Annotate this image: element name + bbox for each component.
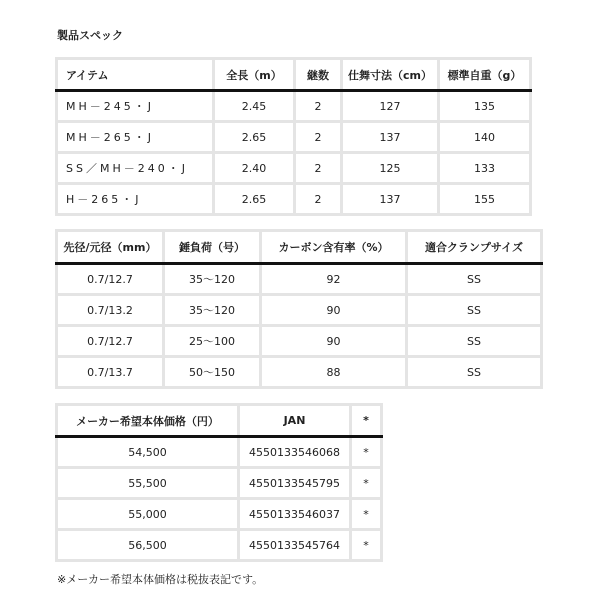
cell-sections: 2 [295, 122, 342, 153]
cell-closed-length: 127 [342, 91, 439, 122]
header-price: メーカー希望本体価格（円） [57, 405, 239, 437]
cell-length: 2.40 [214, 153, 295, 184]
cell-carbon: 88 [261, 357, 407, 388]
price-note: ※メーカー希望本体価格は税抜表記です。 [57, 573, 264, 586]
cell-price: 55,500 [57, 468, 239, 499]
cell-item: H－265・J [57, 184, 214, 215]
header-mark: * [351, 405, 382, 437]
cell-carbon: 92 [261, 264, 407, 295]
table-row [57, 326, 542, 357]
header-carbon-content: カーボン含有率（%） [261, 231, 407, 264]
table-row [57, 437, 382, 468]
cell-mark: * [351, 499, 382, 530]
table-row [57, 184, 531, 215]
cell-item: MH－245・J [57, 91, 214, 122]
spec-table-specs [55, 229, 543, 389]
table-row [57, 264, 542, 295]
cell-jan: 4550133546037 [239, 499, 351, 530]
cell-closed-length: 137 [342, 122, 439, 153]
cell-item: MH－265・J [57, 122, 214, 153]
cell-sinker-load: 35～120 [164, 264, 261, 295]
cell-diameter: 0.7/12.7 [57, 326, 164, 357]
table-row [57, 499, 382, 530]
table-row [57, 295, 542, 326]
cell-closed-length: 125 [342, 153, 439, 184]
cell-mark: * [351, 530, 382, 561]
table-row [57, 357, 542, 388]
cell-sections: 2 [295, 91, 342, 122]
table-row [57, 153, 531, 184]
table-header-row [57, 59, 531, 91]
spec-table-dimensions [55, 57, 532, 216]
cell-diameter: 0.7/13.7 [57, 357, 164, 388]
header-weight: 標準自重（g） [439, 59, 531, 91]
cell-clamp: SS [407, 264, 542, 295]
table-row [57, 530, 382, 561]
header-clamp-size: 適合クランプサイズ [407, 231, 542, 264]
cell-carbon: 90 [261, 326, 407, 357]
table-header-row [57, 405, 382, 437]
cell-sinker-load: 25～100 [164, 326, 261, 357]
cell-jan: 4550133546068 [239, 437, 351, 468]
header-closed-length: 仕舞寸法（cm） [342, 59, 439, 91]
cell-length: 2.65 [214, 184, 295, 215]
cell-jan: 4550133545764 [239, 530, 351, 561]
table-row [57, 91, 531, 122]
cell-item: SS／MH－240・J [57, 153, 214, 184]
table-row [57, 122, 531, 153]
cell-mark: * [351, 437, 382, 468]
cell-sinker-load: 35～120 [164, 295, 261, 326]
header-sinker-load: 錘負荷（号） [164, 231, 261, 264]
cell-sections: 2 [295, 153, 342, 184]
cell-sections: 2 [295, 184, 342, 215]
cell-price: 55,000 [57, 499, 239, 530]
cell-length: 2.65 [214, 122, 295, 153]
cell-jan: 4550133545795 [239, 468, 351, 499]
header-sections: 継数 [295, 59, 342, 91]
table-row [57, 468, 382, 499]
header-jan: JAN [239, 405, 351, 437]
cell-weight: 155 [439, 184, 531, 215]
cell-diameter: 0.7/12.7 [57, 264, 164, 295]
page-title: 製品スペック [57, 29, 123, 42]
header-item: アイテム [57, 59, 214, 91]
cell-closed-length: 137 [342, 184, 439, 215]
table-header-row [57, 231, 542, 264]
cell-price: 54,500 [57, 437, 239, 468]
cell-price: 56,500 [57, 530, 239, 561]
header-tip-butt-diameter: 先径/元径（mm） [57, 231, 164, 264]
cell-length: 2.45 [214, 91, 295, 122]
cell-weight: 140 [439, 122, 531, 153]
cell-carbon: 90 [261, 295, 407, 326]
price-table [55, 403, 383, 562]
cell-weight: 135 [439, 91, 531, 122]
cell-diameter: 0.7/13.2 [57, 295, 164, 326]
cell-weight: 133 [439, 153, 531, 184]
cell-clamp: SS [407, 295, 542, 326]
header-length: 全長（m） [214, 59, 295, 91]
cell-clamp: SS [407, 326, 542, 357]
cell-sinker-load: 50～150 [164, 357, 261, 388]
cell-mark: * [351, 468, 382, 499]
cell-clamp: SS [407, 357, 542, 388]
